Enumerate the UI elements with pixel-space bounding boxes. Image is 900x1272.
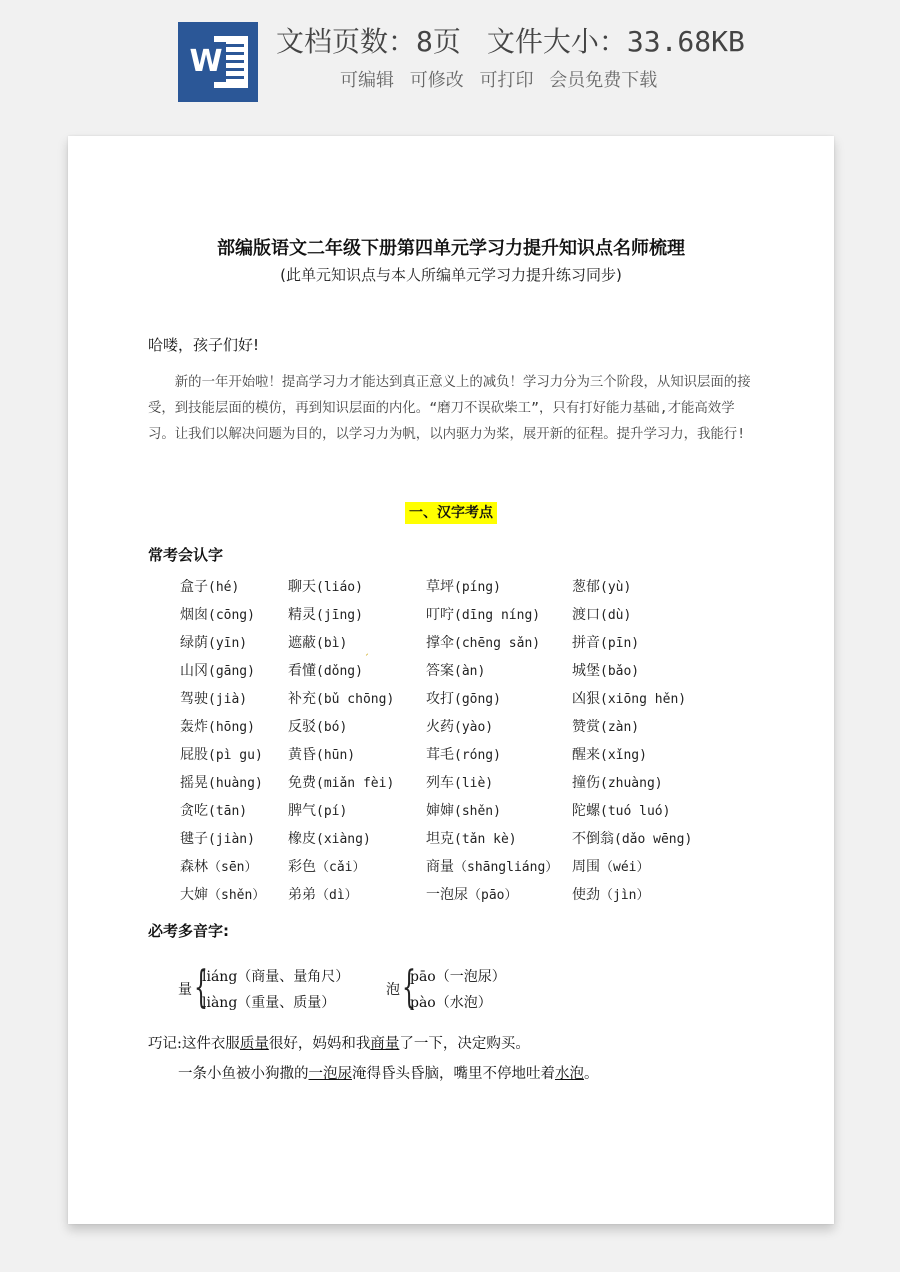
section-heading-text: 一、汉字考点 [405,502,497,524]
vocab-pinyin: (pì gu) [208,748,263,763]
vocab-item [288,604,363,624]
vocab-word: 摇晃 [180,775,208,791]
vocab-word: 弟弟 [288,887,316,903]
vocab-word: 贪吃 [180,803,208,819]
vocab-word: 火药 [426,719,454,735]
subheading-polyphone: 必考多音字: [148,922,229,940]
polyphone-reading: pāo（一泡尿） [410,969,506,985]
vocab-word: 脾气 [288,803,316,819]
word-logo-letter: W [186,42,226,82]
vocab-item [572,632,639,652]
vocab-pinyin: (bì) [316,636,348,651]
vocab-item [572,884,649,904]
vocab-pinyin: (jiàn) [208,832,255,847]
polyphone-reading: liáng（商量、量角尺） [202,969,350,985]
vocab-pinyin: （pāo） [468,888,518,903]
vocab-pinyin: (hūn) [316,748,356,763]
vocab-word: 醒来 [572,747,600,763]
vocab-row [180,772,740,800]
vocab-pinyin: (jià) [208,692,248,707]
vocab-word: 叮咛 [426,607,454,623]
vocab-word: 橡皮 [288,831,316,847]
vocab-word: 葱郁 [572,579,600,595]
vocab-word: 凶狠 [572,691,600,707]
vocab-row [180,576,740,604]
vocab-item [572,744,647,764]
vocab-word: 商量 [426,859,454,875]
vocab-word: 反驳 [288,719,316,735]
vocab-item [180,856,257,876]
vocab-pinyin: (liáo) [316,580,363,595]
page-title: 部编版语文二年级下册第四单元学习力提升知识点名师梳理 [217,238,685,259]
vocab-pinyin: （cǎi） [316,860,366,875]
greeting: 哈喽，孩子们好! [148,336,260,354]
vocab-item [426,744,501,764]
vocab-word: 盒子 [180,579,208,595]
note-underlined: 质量 [239,1036,269,1052]
brace-icon: { [194,962,208,1013]
document-page [68,136,834,1224]
vocab-item [288,800,347,820]
brace-icon: { [402,962,416,1013]
vocab-pinyin: (tǎn kè) [454,832,517,847]
vocab-word: 赞赏 [572,719,600,735]
vocab-item [288,660,363,680]
subheading-recognize: 常考会认字 [148,546,224,564]
document-meta [276,20,771,60]
vocab-pinyin: (tuó luó) [600,804,671,819]
vocab-pinyin: （shāngliáng） [454,860,559,875]
vocab-pinyin: (róng) [454,748,501,763]
vocab-item [180,632,247,652]
vocab-item [572,856,649,876]
vocab-item [180,716,255,736]
vocab-pinyin: (huàng) [208,776,263,791]
vocab-item [180,884,265,904]
vocab-row [180,660,740,688]
note-text: 。 [584,1066,599,1082]
vocab-item [426,576,501,596]
vocab-pinyin: (zàn) [600,720,640,735]
polyphone-block [178,962,578,1018]
vocab-item [288,744,355,764]
vocab-pinyin: (pí) [316,804,348,819]
vocab-pinyin: （wéi） [600,860,650,875]
vocab-word: 精灵 [288,607,316,623]
vocab-item [180,744,263,764]
vocab-item [572,772,663,792]
vocab-item [426,660,485,680]
vocab-item [288,884,358,904]
vocab-pinyin: (shěn) [454,804,501,819]
vocab-row [180,604,740,632]
vocab-word: 森林 [180,859,208,875]
vocab-item [426,856,558,876]
vocab-item [288,576,363,596]
vocab-word: 绿荫 [180,635,208,651]
vocab-pinyin: (pīn) [600,636,640,651]
vocab-pinyin: (gōng) [454,692,501,707]
vocab-word: 屁股 [180,747,208,763]
download-banner [0,0,900,118]
cap-editable: 可编辑 [340,70,394,91]
vocab-word: 聊天 [288,579,316,595]
vocab-word: 山冈 [180,663,208,679]
vocab-pinyin: (dù) [600,608,632,623]
intro-paragraph: 新的一年开始啦！提高学习力才能达到真正意义上的减负！学习力分为三个阶段，从知识层面的接受，到技能层面的模仿，再到知识层面的内化。“磨刀不误砍柴工”，只有打好能力基础,才能高效学习。让我们以解决问题为目的，以学习力为帆，以内驱力为桨，展开新的征程。提升学习力，我能行! [148,375,751,442]
note-underlined: 一泡尿 [308,1066,352,1082]
stray-mark: ˏ [364,645,369,656]
vocab-row [180,716,740,744]
vocab-pinyin: (bǔ chōng) [316,692,395,707]
vocab-item [426,828,517,848]
vocab-row [180,632,740,660]
vocab-item [180,688,247,708]
word-document-icon [178,22,258,102]
vocab-item [572,604,631,624]
vocab-item [288,828,371,848]
capabilities [340,66,667,92]
vocab-item [426,688,501,708]
vocab-pinyin: (zhuàng) [600,776,663,791]
vocab-word: 烟囱 [180,607,208,623]
file-size: 文件大小：33.68KB [486,25,745,58]
vocab-item [288,688,394,708]
vocab-pinyin: (dīng níng) [454,608,541,623]
memory-note-1 [148,1032,530,1053]
vocab-item [572,716,639,736]
vocab-pinyin: (gāng) [208,664,255,679]
vocab-item [288,716,347,736]
vocab-item [180,772,263,792]
vocab-word: 拼音 [572,635,600,651]
vocab-word: 不倒翁 [572,831,614,847]
vocab-word: 轰炸 [180,719,208,735]
vocab-pinyin: (hé) [208,580,240,595]
vocab-word: 黄昏 [288,747,316,763]
vocab-word: 大婶 [180,887,208,903]
vocab-item [180,604,255,624]
vocab-word: 答案 [426,663,454,679]
vocab-word: 驾驶 [180,691,208,707]
vocab-table [180,576,740,912]
vocab-item [180,660,255,680]
vocab-row [180,688,740,716]
vocab-word: 撑伞 [426,635,454,651]
vocab-row [180,744,740,772]
vocab-pinyin: (jīng) [316,608,363,623]
vocab-item [572,660,639,680]
vocab-word: 撞伤 [572,775,600,791]
cap-modifiable: 可修改 [409,70,464,91]
note-text: 一条小鱼被小狗撒的 [178,1066,309,1082]
vocab-item [572,800,670,820]
cap-printable: 可打印 [479,70,534,91]
vocab-word: 渡口 [572,607,600,623]
vocab-word: 周围 [572,859,600,875]
vocab-pinyin: （sēn） [208,860,258,875]
vocab-word: 茸毛 [426,747,454,763]
vocab-item [426,800,501,820]
vocab-row [180,856,740,884]
note-text: 很好，妈妈和我 [268,1036,371,1052]
vocab-item [426,604,540,624]
page-subtitle: (此单元知识点与本人所编单元学习力提升练习同步) [280,266,622,284]
polyphone-char-liang: 量 [178,982,192,998]
vocab-word: 坦克 [426,831,454,847]
vocab-word: 看懂 [288,663,316,679]
vocab-word: 一泡尿 [426,887,468,903]
vocab-pinyin: (hōng) [208,720,255,735]
vocab-pinyin: (chēng sǎn) [454,636,541,651]
vocab-word: 陀螺 [572,803,600,819]
vocab-word: 彩色 [288,859,316,875]
vocab-pinyin: (bǎo) [600,664,640,679]
vocab-pinyin: (dǎo wēng) [614,832,693,847]
vocab-row [180,828,740,856]
vocab-row [180,800,740,828]
vocab-pinyin: （dì） [316,888,358,903]
vocab-pinyin: （shěn） [208,888,266,903]
cap-free-download: 会员免费下载 [549,70,658,91]
vocab-pinyin: (bó) [316,720,348,735]
vocab-word: 草坪 [426,579,454,595]
vocab-pinyin: (miǎn fèi) [316,776,395,791]
vocab-item [572,576,631,596]
vocab-item [180,828,255,848]
vocab-pinyin: (yīn) [208,636,248,651]
vocab-pinyin: (dǒng) [316,664,363,679]
note-text: 巧记:这件衣服 [148,1036,240,1052]
vocab-pinyin: (xǐng) [600,748,647,763]
vocab-pinyin: (cōng) [208,608,255,623]
vocab-item [426,632,540,652]
vocab-pinyin: (xiōng hěn) [600,692,687,707]
vocab-pinyin: (liè) [454,776,494,791]
vocab-word: 城堡 [572,663,600,679]
vocab-item [426,772,493,792]
polyphone-reading: pào（水泡） [410,995,492,1011]
section-heading [68,502,834,522]
vocab-item [288,632,347,652]
vocab-item [572,828,692,848]
page-count: 文档页数：8页 [276,25,461,58]
note-underlined: 水泡 [555,1066,584,1082]
vocab-item [180,800,247,820]
vocab-word: 攻打 [426,691,454,707]
vocab-word: 使劲 [572,887,600,903]
vocab-word: 补充 [288,691,316,707]
vocab-item [288,772,394,792]
vocab-pinyin: (yù) [600,580,632,595]
vocab-pinyin: (xiàng) [316,832,371,847]
note-text: 淹得昏头昏脑，嘴里不停地吐着 [352,1066,555,1082]
vocab-word: 遮蔽 [288,635,316,651]
vocab-word: 毽子 [180,831,208,847]
vocab-pinyin: (àn) [454,664,486,679]
vocab-pinyin: (yào) [454,720,494,735]
vocab-row [180,884,740,912]
note-text: 了一下，决定购买。 [399,1036,530,1052]
vocab-item [426,716,493,736]
vocab-word: 婶婶 [426,803,454,819]
vocab-word: 列车 [426,775,454,791]
vocab-item [426,884,517,904]
vocab-item [288,856,365,876]
polyphone-char-pao: 泡 [386,982,400,998]
vocab-item [572,688,686,708]
memory-note-2 [178,1062,599,1083]
vocab-pinyin: (tān) [208,804,248,819]
vocab-word: 免费 [288,775,316,791]
vocab-pinyin: （jìn） [600,888,650,903]
vocab-pinyin: (píng) [454,580,501,595]
note-underlined: 商量 [370,1036,400,1052]
vocab-item [180,576,239,596]
polyphone-reading: liàng（重量、质量） [202,995,336,1011]
